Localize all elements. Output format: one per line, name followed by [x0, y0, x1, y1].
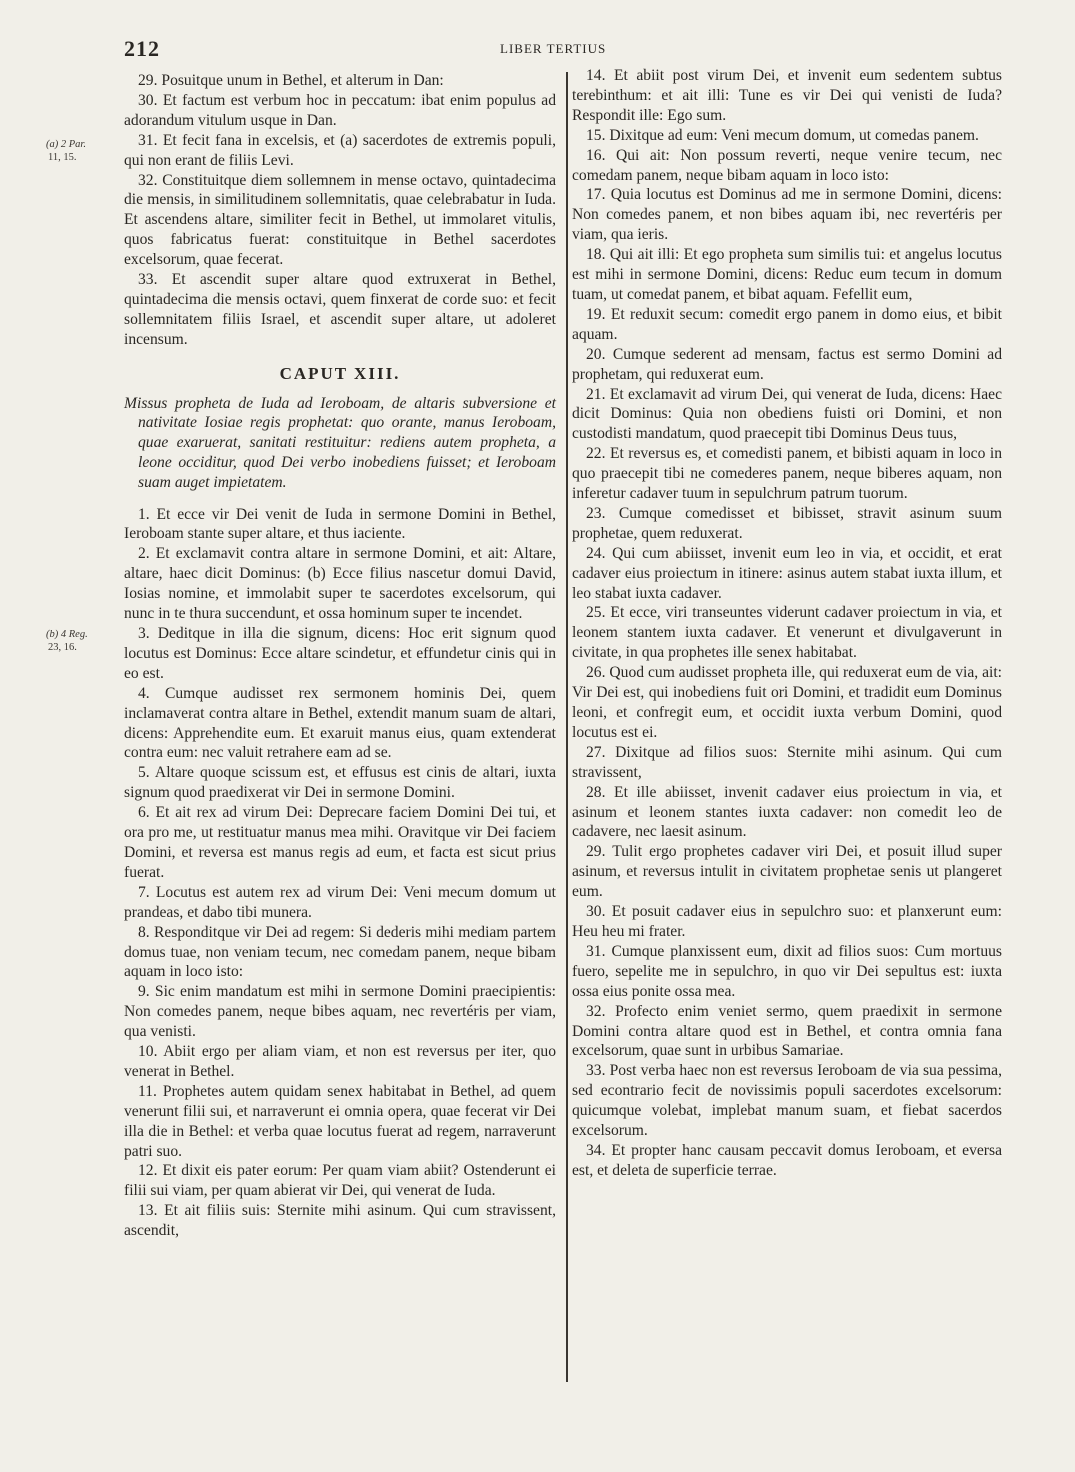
verse: 33. Et ascendit super altare quod extruxerat in Bethel, quintadecima die mensis octavi, quem finxerat de corde suo: et fecit sollemnitatem filiis Israel, et ascendit super altare, ut adoleret incensum. [124, 271, 556, 348]
margin-note-ref: (b) 4 Reg. [46, 629, 88, 640]
verse: 29. Tulit ergo prophetes cadaver viri Dei, et posuit illud super asinum, et reversus intulit in civitatem prophetae senis ut plangeret eum. [572, 843, 1002, 901]
verse: 19. Et reduxit secum: comedit ergo panem in domo eius, et bibit aquam. [572, 305, 1002, 343]
verse: 4. Cumque audisset rex sermonem hominis Dei, quem inclamaverat contra altare in Bethel, extendit manum suam de altari, dicens: Apprehendite eum. Et exaruit manus eius, quam extenderat contra eum: nec valuit retrahere eam ad se. [124, 684, 556, 762]
margin-note-b [46, 628, 88, 654]
right-column [572, 66, 1002, 1181]
verse: 23. Cumque comedisset et bibisset, stravit asinum suum prophetae, quem reduxerat. [572, 504, 1002, 542]
margin-note-ref: (a) 2 Par. [46, 139, 86, 150]
verse: 32. Profecto enim veniet sermo, quem praedixit in sermone Domini contra altare quod est in Bethel, et contra omnia fana excelsorum, quae sunt in urbibus Samariae. [572, 1002, 1002, 1060]
page-number: 212 [124, 36, 160, 61]
verse: 25. Et ecce, viri transeuntes viderunt cadaver proiectum in via, et leonem stantem iuxta cadaver. Et venerunt et divulgaverunt in civitate, in qua prophetes ille senex habitabat. [572, 604, 1002, 662]
margin-note-loc: 11, 15. [48, 152, 77, 163]
verse: 20. Cumque sederent ad mensam, factus est sermo Domini ad prophetam, qui reduxerat eum. [572, 345, 1002, 383]
verse: 1. Et ecce vir Dei venit de Iuda in sermone Domini in Bethel, Ieroboam stante super altare, et thus iaciente. [124, 505, 556, 543]
left-column [124, 71, 556, 1241]
verse: 24. Qui cum abiisset, invenit eum leo in via, et occidit, et erat cadaver eius proiectum in itinere: asinus autem stabat iuxta illum, et leo stabat iuxta cadaver. [572, 544, 1002, 602]
verse: 33. Post verba haec non est reversus Ieroboam de via sua pessima, sed econtrario fecit de novissimis populi sacerdotes excelsorum: quicumque volebat, implebat manum suam, et fiebat sacerdos excelsorum. [572, 1062, 1002, 1140]
verse: 28. Et ille abiisset, invenit cadaver eius proiectum in via, et asinum et leonem stantes iuxta cadaver: non comedit leo de cadavere, nec laesit asinum. [572, 783, 1002, 841]
verse: 18. Qui ait illi: Et ego propheta sum similis tui: et angelus locutus est mihi in sermone Domini, dicens: Reduc eum tecum in domum tuam, ut comedat panem, et bibat aquam. Fefellit eum, [572, 246, 1002, 303]
verse: 2. Et exclamavit contra altare in sermone Domini, et ait: Altare, altare, haec dicit Dominus: (b) Ecce filius nascetur domui David, Iosias nomine, et immolabit super te sacerdotes excelsorum, qui nunc in te thura succendunt, et ossa hominum super te incendet. [124, 545, 556, 623]
verse: 9. Sic enim mandatum est mihi in sermone Domini praecipientis: Non comedes panem, neque bibes aquam, nec revertéris per viam, qua venisti. [124, 983, 556, 1041]
verse: 22. Et reversus es, et comedisti panem, et bibisti aquam in loco in quo praecepit tibi ne comederes panem, neque biberes aquam, non inferetur cadaver tuum in sepulchrum patrum tuorum. [572, 445, 1002, 503]
verse: 30. Et posuit cadaver eius in sepulchro suo: et planxerunt eum: Heu heu mi frater. [572, 903, 1002, 940]
verse: 30. Et factum est verbum hoc in peccatum: ibat enim populus ad adorandum vitulum usque in Dan. [124, 91, 556, 129]
verse: 12. Et dixit eis pater eorum: Per quam viam abiit? Ostenderunt ei filii sui viam, per quam abierat vir Dei, qui venerat de Iuda. [124, 1162, 556, 1200]
verse: 8. Responditque vir Dei ad regem: Si dederis mihi mediam partem domus tuae, non veniam tecum, nec comedam panem, neque bibam aquam in loco isto: [124, 923, 556, 981]
margin-note-loc: 23, 16. [48, 642, 77, 653]
verse: 7. Locutus est autem rex ad virum Dei: Veni mecum domum ut prandeas, et dabo tibi munera. [124, 883, 556, 921]
verse: 3. Deditque in illa die signum, dicens: Hoc erit signum quod locutus est Dominus: Ecce altare scindetur, et effundetur cinis qui in eo est. [124, 625, 556, 682]
chapter-summary: Missus propheta de Iuda ad Ieroboam, de altaris subversione et nativitate Iosiae regis prophetat: quo orante, manus Ieroboam, quae exaruerat, sanitati restituitur: rediens autem propheta, a leone occiditur, quod Dei verbo inobediens fuisset; et Ieroboam suam auget impietatem. [124, 394, 556, 491]
verse: 10. Abiit ergo per aliam viam, et non est reversus per iter, quo venerat in Bethel. [124, 1043, 556, 1080]
verse: 17. Quia locutus est Dominus ad me in sermone Domini, dicens: Non comedes panem, et non bibes aquam ibi, nec revertéris per viam, qua ieris. [572, 186, 1002, 244]
running-head: LIBER TERTIUS [500, 41, 607, 56]
verse: 29. Posuitque unum in Bethel, et alterum in Dan: [138, 72, 444, 89]
verse: 16. Qui ait: Non possum reverti, neque venire tecum, nec comedam panem, neque bibam aquam in loco isto: [572, 146, 1002, 184]
verse: 26. Quod cum audisset propheta ille, qui reduxerat eum de via, ait: Vir Dei est, qui inobediens fuit ori Domini, et tradidit eum Dominus leoni, et confregit eum, et occidit iuxta verbum Domini, quod locutus est ei. [572, 664, 1002, 741]
chapter-title: CAPUT XIII. [279, 363, 401, 383]
verse: 11. Prophetes autem quidam senex habitabat in Bethel, ad quem venerunt filii sui, et narraverunt ei omnia opera, quae fecerat vir Dei illa die in Bethel: et verba quae locutus fuerat ad regem, narraverunt patri suo. [124, 1082, 556, 1160]
verse: 13. Et ait filiis suis: Sternite mihi asinum. Qui cum stravissent, ascendit, [124, 1202, 556, 1240]
verse: 31. Et fecit fana in excelsis, et (a) sacerdotes de extremis populi, qui non erant de filiis Levi. [124, 131, 556, 169]
verse: 15. Dixitque ad eum: Veni mecum domum, ut comedas panem. [586, 126, 979, 144]
margin-note-a [46, 138, 86, 164]
verse: 5. Altare quoque scissum est, et effusus est cinis de altari, iuxta signum quod praedixerat vir Dei in sermone Domini. [124, 764, 556, 802]
column-divider [566, 72, 568, 1382]
verse: 27. Dixitque ad filios suos: Sternite mihi asinum. Qui cum stravissent, [572, 743, 1002, 781]
verse: 6. Et ait rex ad virum Dei: Deprecare faciem Domini Dei tui, et ora pro me, ut restituatur manus mea mihi. Oravitque vir Dei faciem Domini, et reversa est manus regis ad eum, et facta est sicut prius fuerat. [124, 804, 556, 881]
verse: 14. Et abiit post virum Dei, et invenit eum sedentem subtus terebinthum: et ait illi: Tune es vir Dei qui venisti de Iuda? Respondit ille: Ego sum. [572, 67, 1002, 124]
verse: 34. Et propter hanc causam peccavit domus Ieroboam, et eversa est, et deleta de superficie terrae. [572, 1141, 1002, 1179]
verse: 31. Cumque planxissent eum, dixit ad filios suos: Cum mortuus fuero, sepelite me in sepulchro, in quo vir Dei sepultus est: iuxta ossa eius ponite ossa mea. [572, 942, 1002, 1000]
verse: 21. Et exclamavit ad virum Dei, qui venerat de Iuda, dicens: Haec dicit Dominus: Quia non obediens fuisti ori Domini, et non custodisti mandatum, quod praecepit tibi Dominus Deus tuus, [572, 385, 1002, 443]
verse: 32. Constituitque diem sollemnem in mense octavo, quintadecima die mensis, in similitudinem sollemnitatis, quae celebrabatur in Iuda. Et ascendens altare, similiter fecit in Bethel, ut immolaret vitulis, quos fabricatus fuerat: constituitque in Bethel sacerdotes excelsorum, quae fecerat. [124, 171, 556, 269]
